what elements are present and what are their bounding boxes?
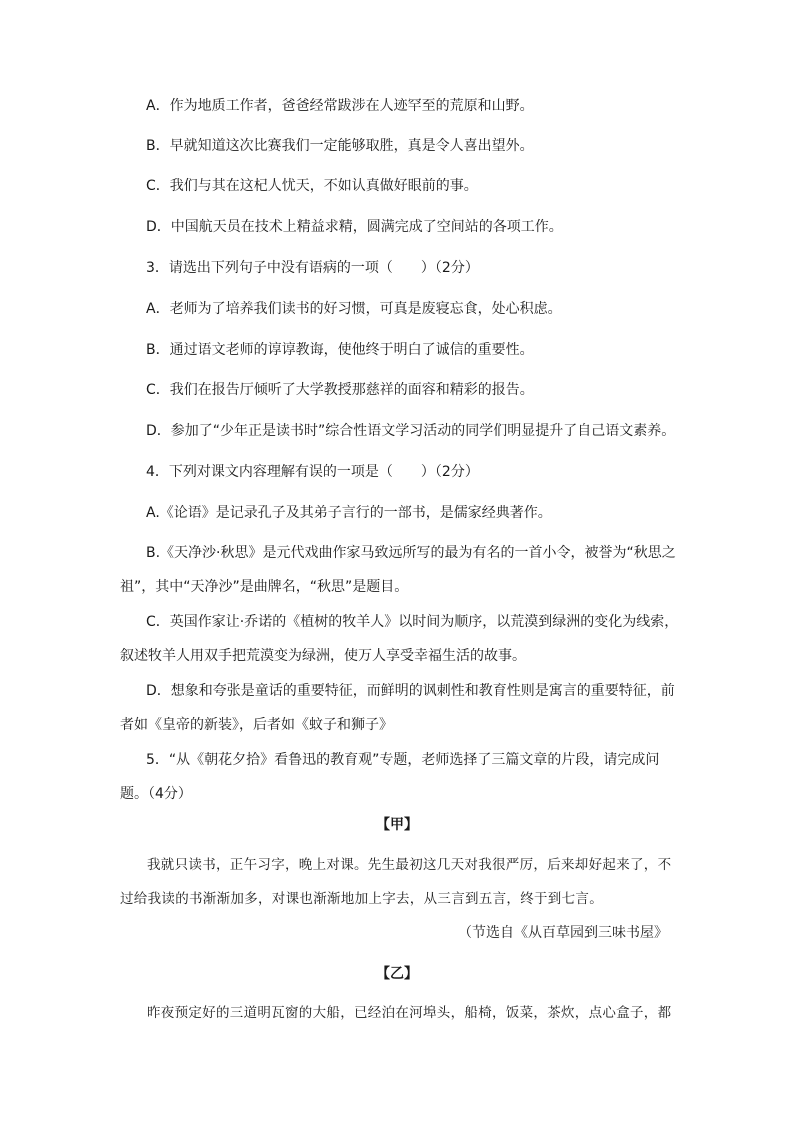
excerpt-yi-text: 昨夜预定好的三道明瓦窗的大船，已经泊在河埠头，船椅，饭菜，茶炊，点心盒子，都: [147, 1005, 672, 1021]
excerpt-jia-label: 【甲】: [376, 817, 418, 833]
q4-option-a: A.《论语》是记录孔子及其弟子言行的一部书，是儒家经典著作。: [146, 505, 552, 521]
q2-option-b: B．早就知道这次比赛我们一定能够取胜，真是令人喜出望外。: [146, 138, 534, 154]
q3-option-c: C．我们在报告厅倾听了大学教授那慈祥的面容和精彩的报告。: [146, 382, 534, 398]
q3-option-d: D．参加了“少年正是读书时”综合性语文学习活动的同学们明显提升了自己语文素养。: [146, 423, 676, 439]
q3-stem: 3．请选出下列句子中没有语病的一项（ ）（2分）: [146, 260, 479, 276]
excerpt-jia-text: 我就只读书，正午习字，晚上对课。先生最初这几天对我很严厉，后来却好起来了，不过给我读的书渐渐加多，对课也渐渐地加上字去，从三言到五言，终于到七言。: [120, 857, 672, 907]
q2-option-d: D．中国航天员在技术上精益求精，圆满完成了空间站的各项工作。: [146, 219, 563, 235]
q4-option-c: C．英国作家让·乔诺的《植树的牧羊人》以时间为顺序，以荒漠到绿洲的变化为线索，叙述牧羊人用双手把荒漠变为绿洲，使万人享受幸福生活的故事。: [120, 614, 679, 664]
q4-option-d: D．想象和夸张是童话的重要特征，而鲜明的讽刺性和教育性则是寓言的重要特征，前者如《皇帝的新装》，后者如《蚊子和狮子》: [120, 683, 675, 733]
q5-stem: 5．“从《朝花夕拾》看鲁迅的教育观”专题，老师选择了三篇文章的片段，请完成问题。（4分）: [120, 752, 660, 802]
excerpt-jia-source: （节选自《从百草园到三味书屋》: [458, 925, 668, 941]
q2-option-c: C．我们与其在这杞人忧天，不如认真做好眼前的事。: [146, 178, 478, 194]
q3-option-b: B．通过语文老师的谆谆教诲，使他终于明白了诚信的重要性。: [146, 342, 534, 358]
excerpt-yi-label: 【乙】: [376, 966, 418, 982]
q4-option-b: B.《天净沙·秋思》是元代戏曲作家马致远所写的最为有名的一首小令，被誉为“秋思之祖”，其中“天净沙”是曲牌名，“秋思”是题目。: [120, 545, 676, 595]
q4-stem: 4．下列对课文内容理解有误的一项是（ ）（2分）: [146, 464, 479, 480]
q2-option-a: A．作为地质工作者，爸爸经常跋涉在人迹罕至的荒原和山野。: [146, 98, 534, 114]
q3-option-a: A．老师为了培养我们读书的好习惯，可真是废寝忘食，处心积虑。: [146, 301, 562, 317]
